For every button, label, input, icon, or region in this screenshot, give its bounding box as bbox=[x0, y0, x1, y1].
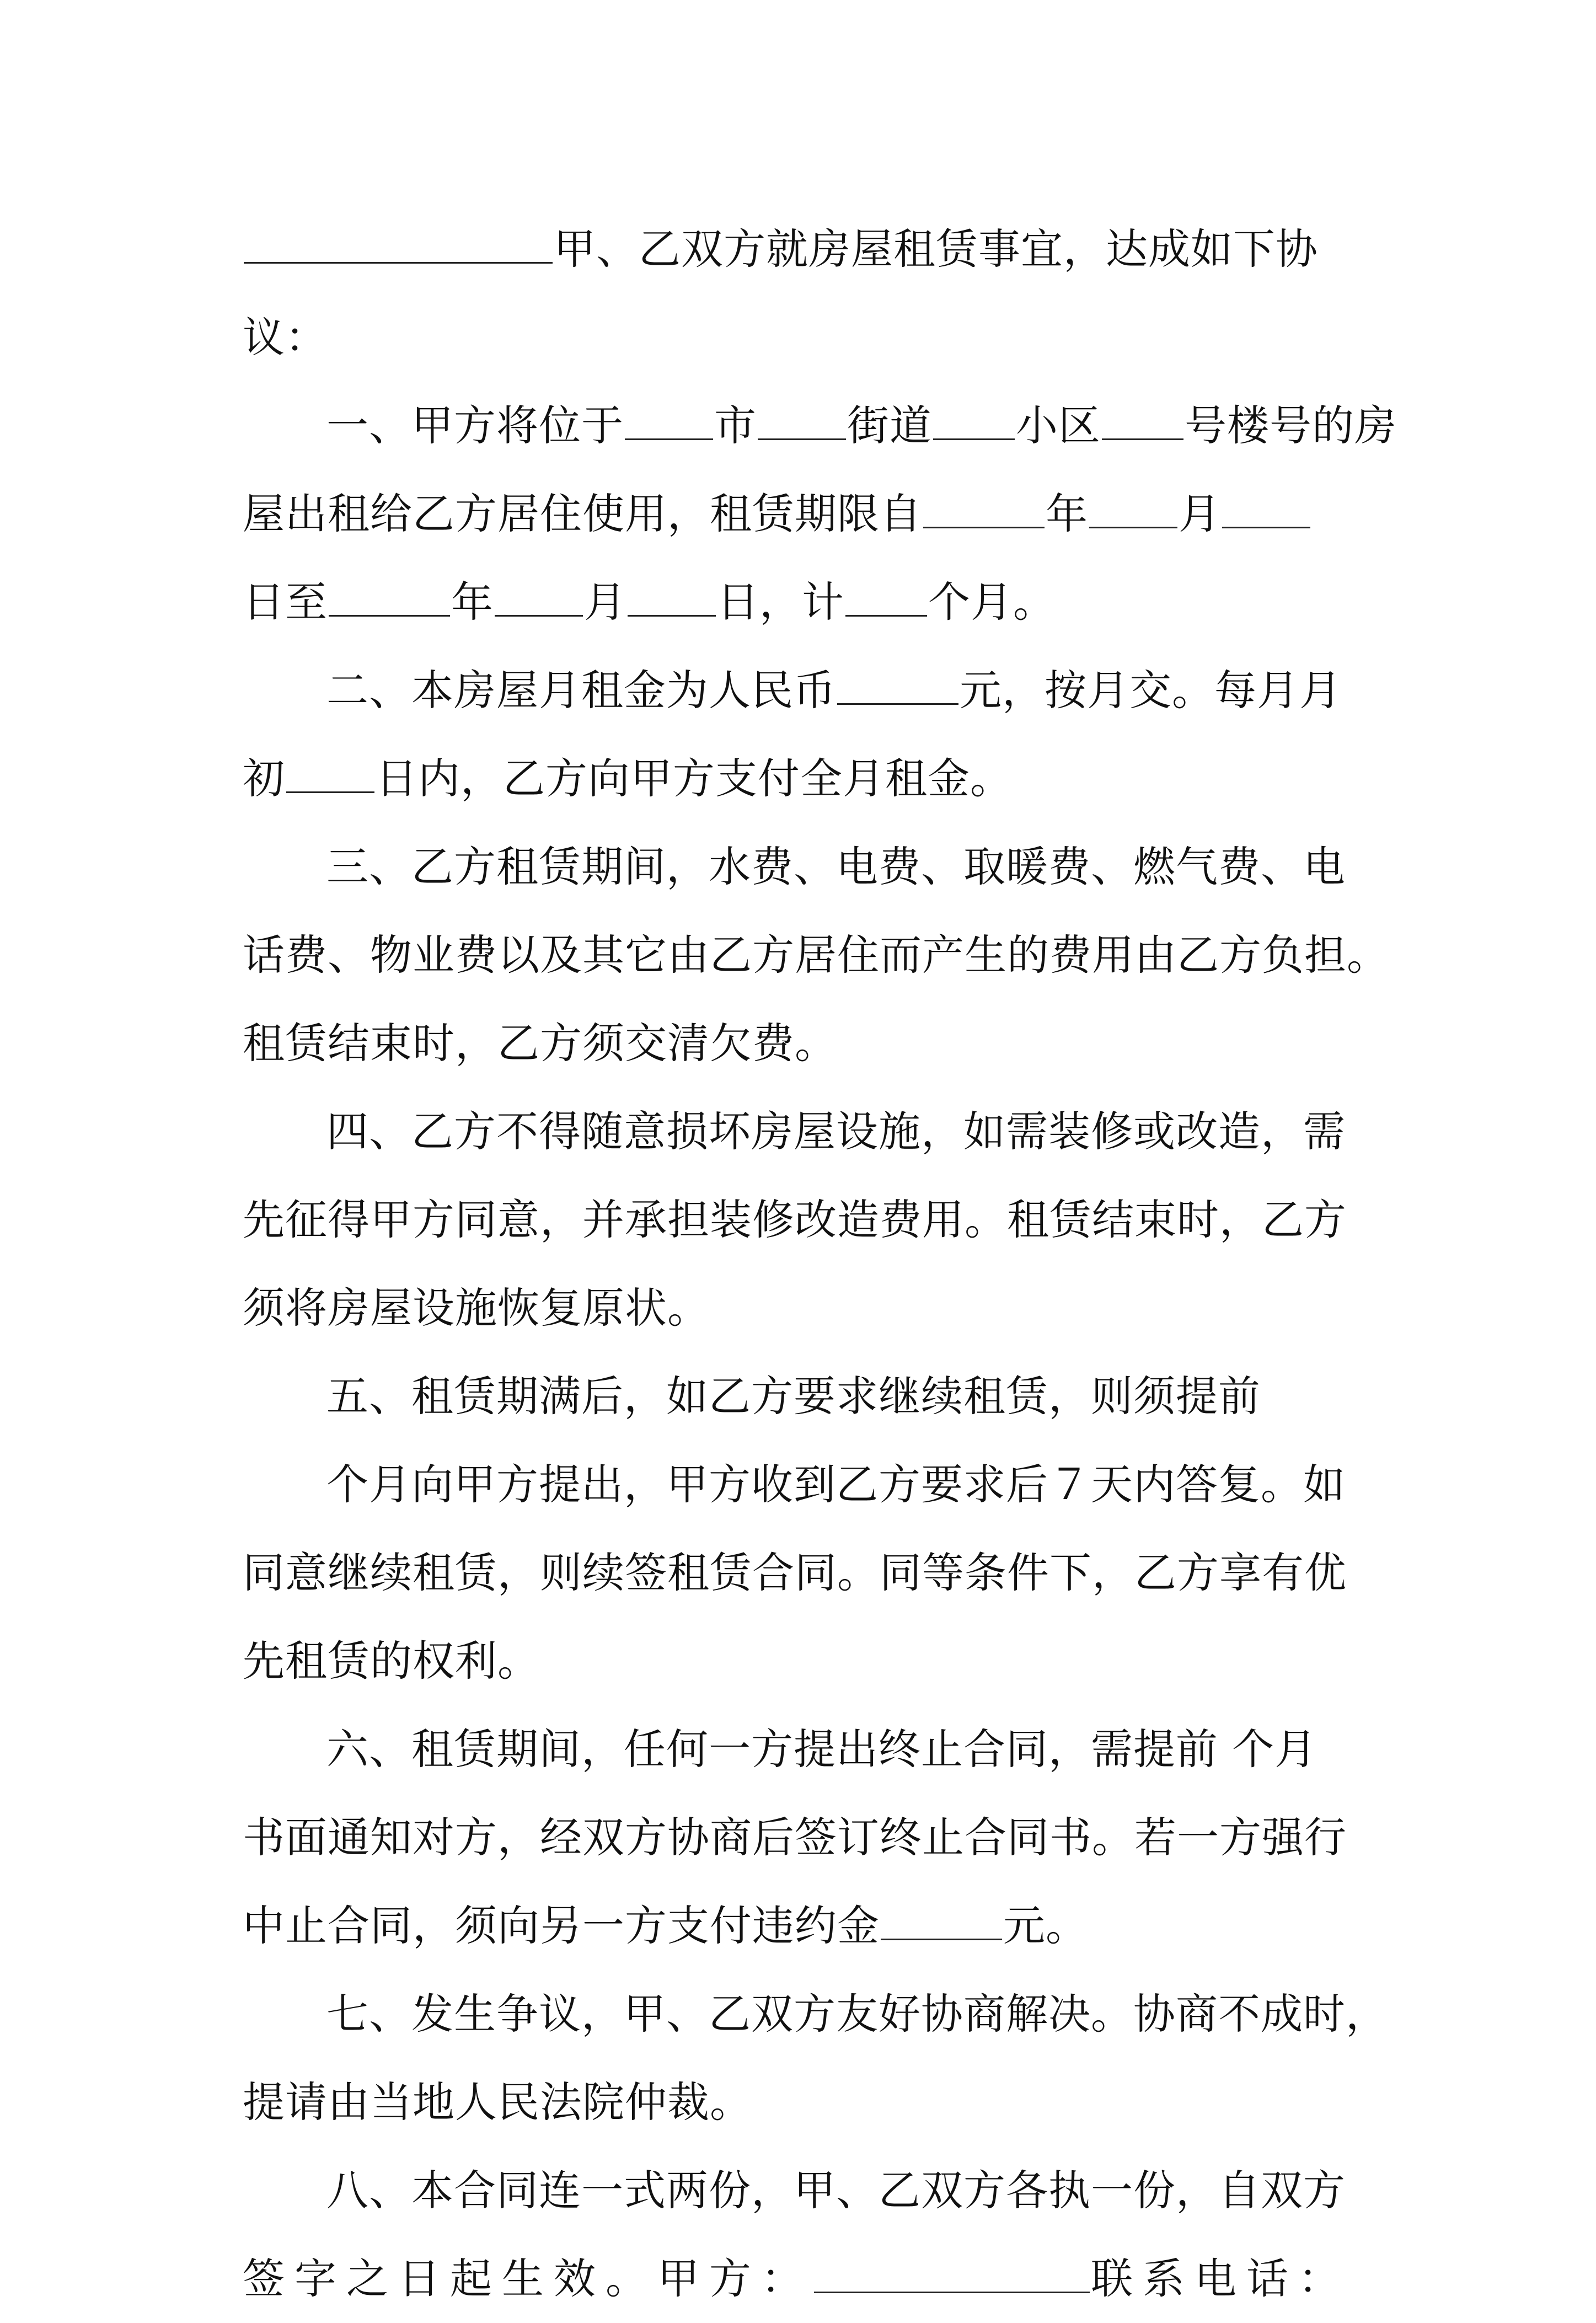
clause-text: 号楼号的房 bbox=[1185, 401, 1397, 450]
blank-start-day bbox=[1222, 490, 1310, 528]
blank-months bbox=[845, 579, 927, 617]
clause-text: 联系电话： bbox=[1091, 2254, 1350, 2303]
intro-line-1 bbox=[243, 205, 1368, 293]
clause-6-line-1: 六、租赁期间，任何一方提出终止合同，需提前 个月 bbox=[326, 1725, 1317, 1774]
clause-5-line-4: 先租赁的权利。 bbox=[243, 1636, 540, 1685]
clause-3-line-2: 话费、物业费以及其它由乙方居住而产生的费用由乙方负担。 bbox=[243, 930, 1389, 979]
clause-text: 二、本房屋月租金为人民币 bbox=[326, 666, 836, 715]
clause-text: 市 bbox=[714, 401, 757, 450]
clause-6-line-2: 书面通知对方，经双方协商后签订终止合同书。若一方强行 bbox=[243, 1813, 1347, 1862]
clause-text: 街道 bbox=[847, 401, 932, 450]
intro-text-end: 议： bbox=[243, 313, 328, 362]
blank-penalty bbox=[881, 1902, 1002, 1940]
clause-4-line-3: 须将房屋设施恢复原状。 bbox=[243, 1283, 710, 1332]
clause-text: 个月。 bbox=[928, 577, 1056, 627]
clause-7-line-2: 提请由当地人民法院仲裁。 bbox=[243, 2078, 752, 2127]
blank-start-year bbox=[923, 490, 1045, 528]
clause-text: 元，按月交。每月月 bbox=[960, 666, 1342, 715]
clause-5-line-2: 个月向甲方提出，甲方收到乙方要求后７天内答复。如 bbox=[326, 1460, 1346, 1509]
clause-text: 月 bbox=[1179, 489, 1221, 538]
clause-8-line-2 bbox=[243, 2235, 1368, 2323]
clause-3-line-1: 三、乙方租赁期间，水费、电费、取暖费、燃气费、电 bbox=[326, 842, 1346, 891]
clause-1-line-1 bbox=[243, 382, 1397, 470]
blank-party-name bbox=[244, 226, 553, 264]
clause-4-line-2: 先征得甲方同意，并承担装修改造费用。租赁结束时，乙方 bbox=[243, 1195, 1347, 1244]
clause-text: 月 bbox=[584, 577, 626, 627]
blank-party-a-signature bbox=[814, 2255, 1090, 2293]
contract-body bbox=[243, 205, 1397, 2323]
clause-text: 日至 bbox=[243, 577, 328, 627]
blank-community bbox=[933, 402, 1015, 440]
clause-text: 日内，乙方向甲方支付全月租金。 bbox=[376, 754, 1013, 803]
blank-city bbox=[625, 402, 713, 440]
blank-end-day bbox=[628, 579, 716, 617]
intro-line-2 bbox=[243, 293, 1368, 382]
clause-text: 屋出租给乙方居住使用，租赁期限自 bbox=[243, 489, 922, 538]
clause-7-line-1: 七、发生争议，甲、乙双方友好协商解决。协商不成时， bbox=[326, 1989, 1388, 2038]
blank-rent bbox=[837, 667, 958, 705]
clause-text: 初 bbox=[243, 754, 285, 803]
intro-text: 甲、乙双方就房屋租赁事宜，达成如下协 bbox=[554, 224, 1318, 274]
blank-pay-day bbox=[286, 755, 374, 793]
clause-text: 日，计 bbox=[717, 577, 844, 627]
clause-text: 年 bbox=[1046, 489, 1088, 538]
blank-end-month bbox=[495, 579, 583, 617]
clause-5-line-1: 五、租赁期满后，如乙方要求继续租赁，则须提前 bbox=[326, 1372, 1261, 1421]
clause-2-line-1 bbox=[243, 646, 1368, 735]
clause-8-line-1: 八、本合同连一式两份，甲、乙双方各执一份，自双方 bbox=[326, 2166, 1346, 2215]
clause-text: 中止合同，须向另一方支付违约金 bbox=[243, 1901, 880, 1950]
clause-2-line-2 bbox=[243, 735, 1368, 823]
clause-text: 小区 bbox=[1016, 401, 1101, 450]
clause-4-line-1: 四、乙方不得随意损坏房屋设施，如需装修或改造，需 bbox=[326, 1107, 1346, 1156]
clause-text: 年 bbox=[451, 577, 494, 627]
clause-1-line-3 bbox=[243, 558, 1368, 646]
clause-6-line-3 bbox=[243, 1882, 1368, 1970]
blank-end-year bbox=[329, 579, 450, 617]
blank-building bbox=[1102, 402, 1183, 440]
blank-street bbox=[758, 402, 846, 440]
clause-text: 元。 bbox=[1003, 1901, 1088, 1950]
clause-3-line-3: 租赁结束时，乙方须交清欠费。 bbox=[243, 1019, 837, 1068]
clause-text: 签字之日起生效。甲方： bbox=[243, 2254, 813, 2303]
blank-start-month bbox=[1089, 490, 1177, 528]
clause-1-line-2 bbox=[243, 470, 1368, 558]
clause-text: 一、甲方将位于 bbox=[326, 401, 624, 450]
clause-5-line-3: 同意继续租赁，则续签租赁合同。同等条件下，乙方享有优 bbox=[243, 1548, 1347, 1597]
